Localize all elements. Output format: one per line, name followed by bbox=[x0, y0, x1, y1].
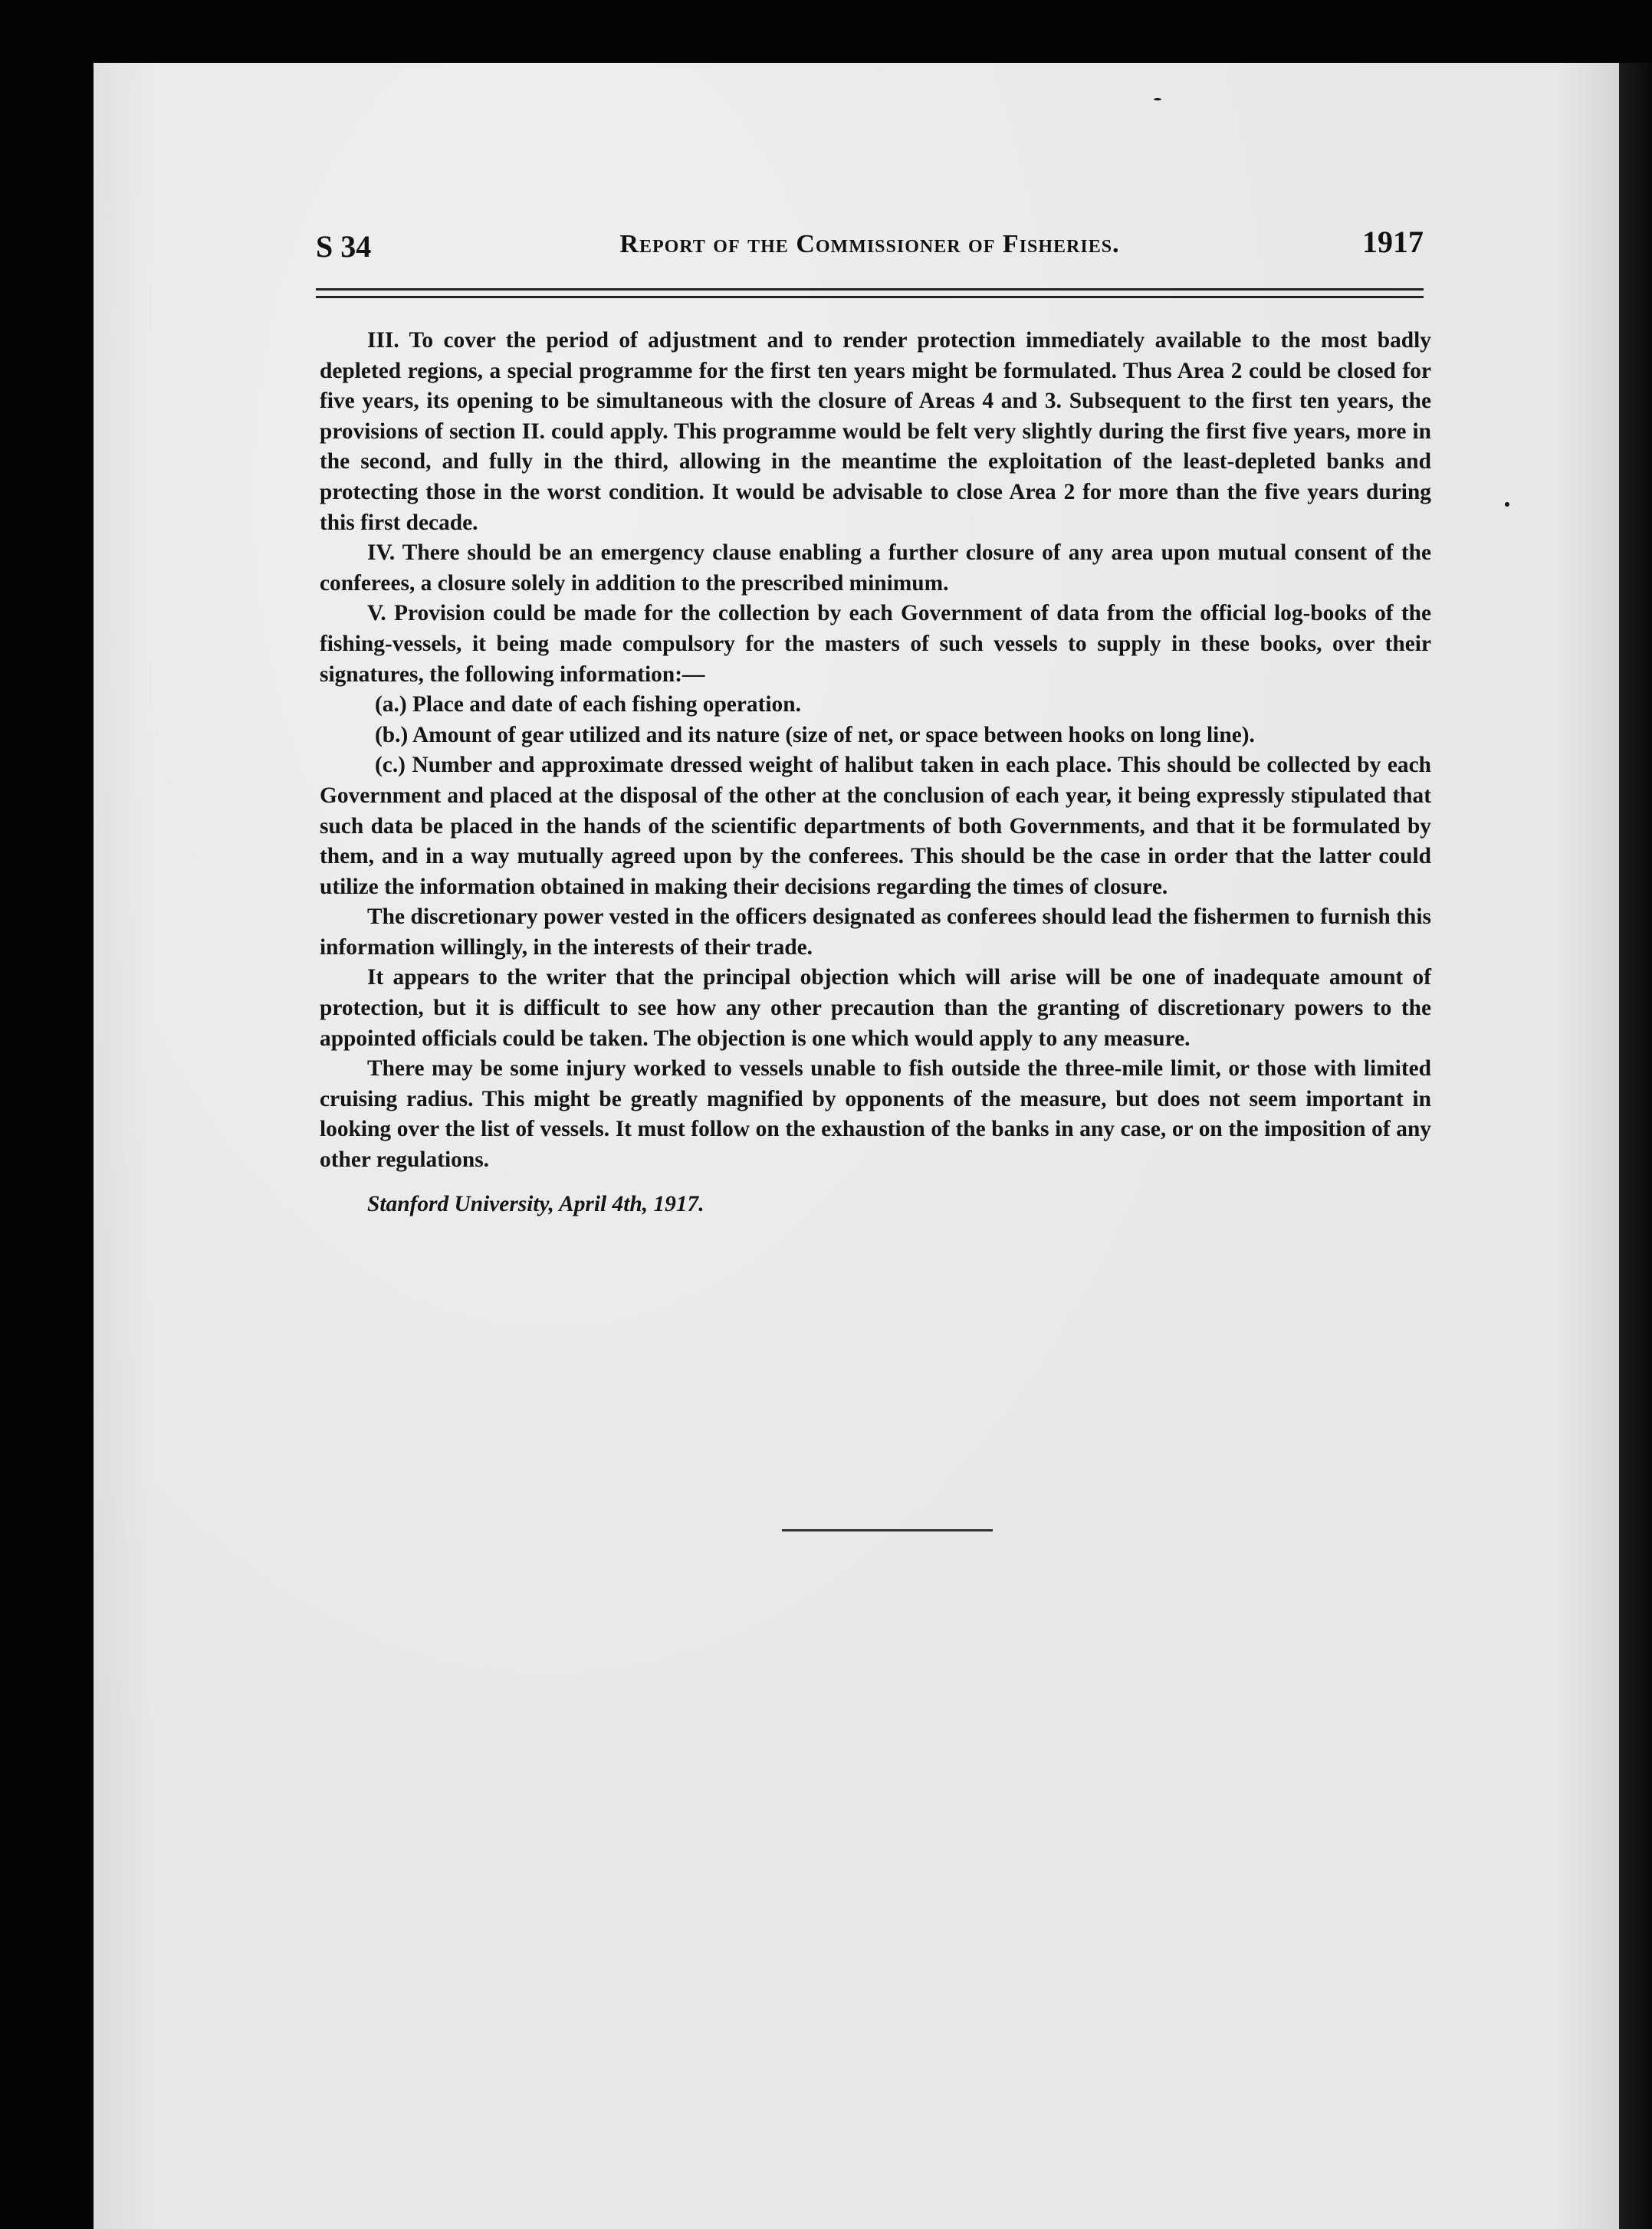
paragraph-discretionary: The discretionary power vested in the officers designated as conferees should lead the fishermen to furnish this information willingly, in the interests of their trade. bbox=[320, 904, 1431, 960]
item-b: (b.) Amount of gear utilized and its nature (size of net, or space between hooks on long line). bbox=[375, 722, 1255, 747]
header-rule-bottom bbox=[316, 296, 1424, 298]
paragraph-v: V. Provision could be made for the collection by each Government of data from the official log-books of the fishing-vessels, it being made compulsory for the masters of such vessels to supply in these books, over their signatures, the following information:— bbox=[320, 601, 1431, 687]
page-number: S 34 bbox=[316, 229, 372, 264]
signature-line: Stanford University, April 4th, 1917. bbox=[367, 1191, 704, 1216]
running-header bbox=[316, 224, 1424, 270]
running-title: Report of the Commissioner of Fisheries. bbox=[619, 230, 1120, 258]
header-year: 1917 bbox=[1362, 225, 1424, 259]
paragraph-objection: It appears to the writer that the principal objection which will arise will be one of inadequate amount of protection, but it is difficult to see how any other precaution than the granting of discretionary powers to the appointed officials could be taken. The objection is one which would apply to any measure. bbox=[320, 965, 1431, 1051]
paragraph-iv: IV. There should be an emergency clause enabling a further closure of any area upon mutual consent of the conferees, a closure solely in addition to the prescribed minimum. bbox=[320, 540, 1431, 596]
item-c: (c.) Number and approximate dressed weight of halibut taken in each place. This should be collected by each Government and placed at the disposal of the other at the conclusion of each year, it being expressly stipulated that such data be placed in the hands of the scientific departments of both Governments, and that it be formulated by them, and in a way mutually agreed upon by the conferees. This should be the case in order that the latter could utilize the information obtained in making their decisions regarding the times of closure. bbox=[320, 753, 1431, 899]
body-text bbox=[320, 326, 1431, 1220]
end-rule bbox=[782, 1529, 993, 1531]
header-rule-top bbox=[316, 288, 1424, 291]
scan-border bbox=[1619, 63, 1652, 2229]
paragraph-iii: III. To cover the period of adjustment and to render protection immediately available to the most badly depleted regions, a special programme for the first ten years might be formulated. Thus Area 2 could be closed for five years, its opening to be simultaneous with the closure of Areas 4 and 3. Subsequent to the first ten years, the provisions of section II. could apply. This programme would be felt very slightly during the first five years, more in the second, and fully in the third, allowing in the meantime the exploitation of the least-depleted banks and protecting those in the worst condition. It would be advisable to close Area 2 for more than the five years during this first decade. bbox=[320, 328, 1431, 535]
item-a: (a.) Place and date of each fishing operation. bbox=[375, 692, 801, 717]
paragraph-injury: There may be some injury worked to vessels unable to fish outside the three-mile limit, or those with limited cruising radius. This might be greatly magnified by opponents of the measure, but does not seem important in looking over the list of vessels. It must follow on the exhaustion of the banks in any case, or on the imposition of any other regulations. bbox=[320, 1056, 1431, 1173]
scan-speck bbox=[1154, 98, 1161, 100]
scan-speck bbox=[1505, 502, 1509, 507]
